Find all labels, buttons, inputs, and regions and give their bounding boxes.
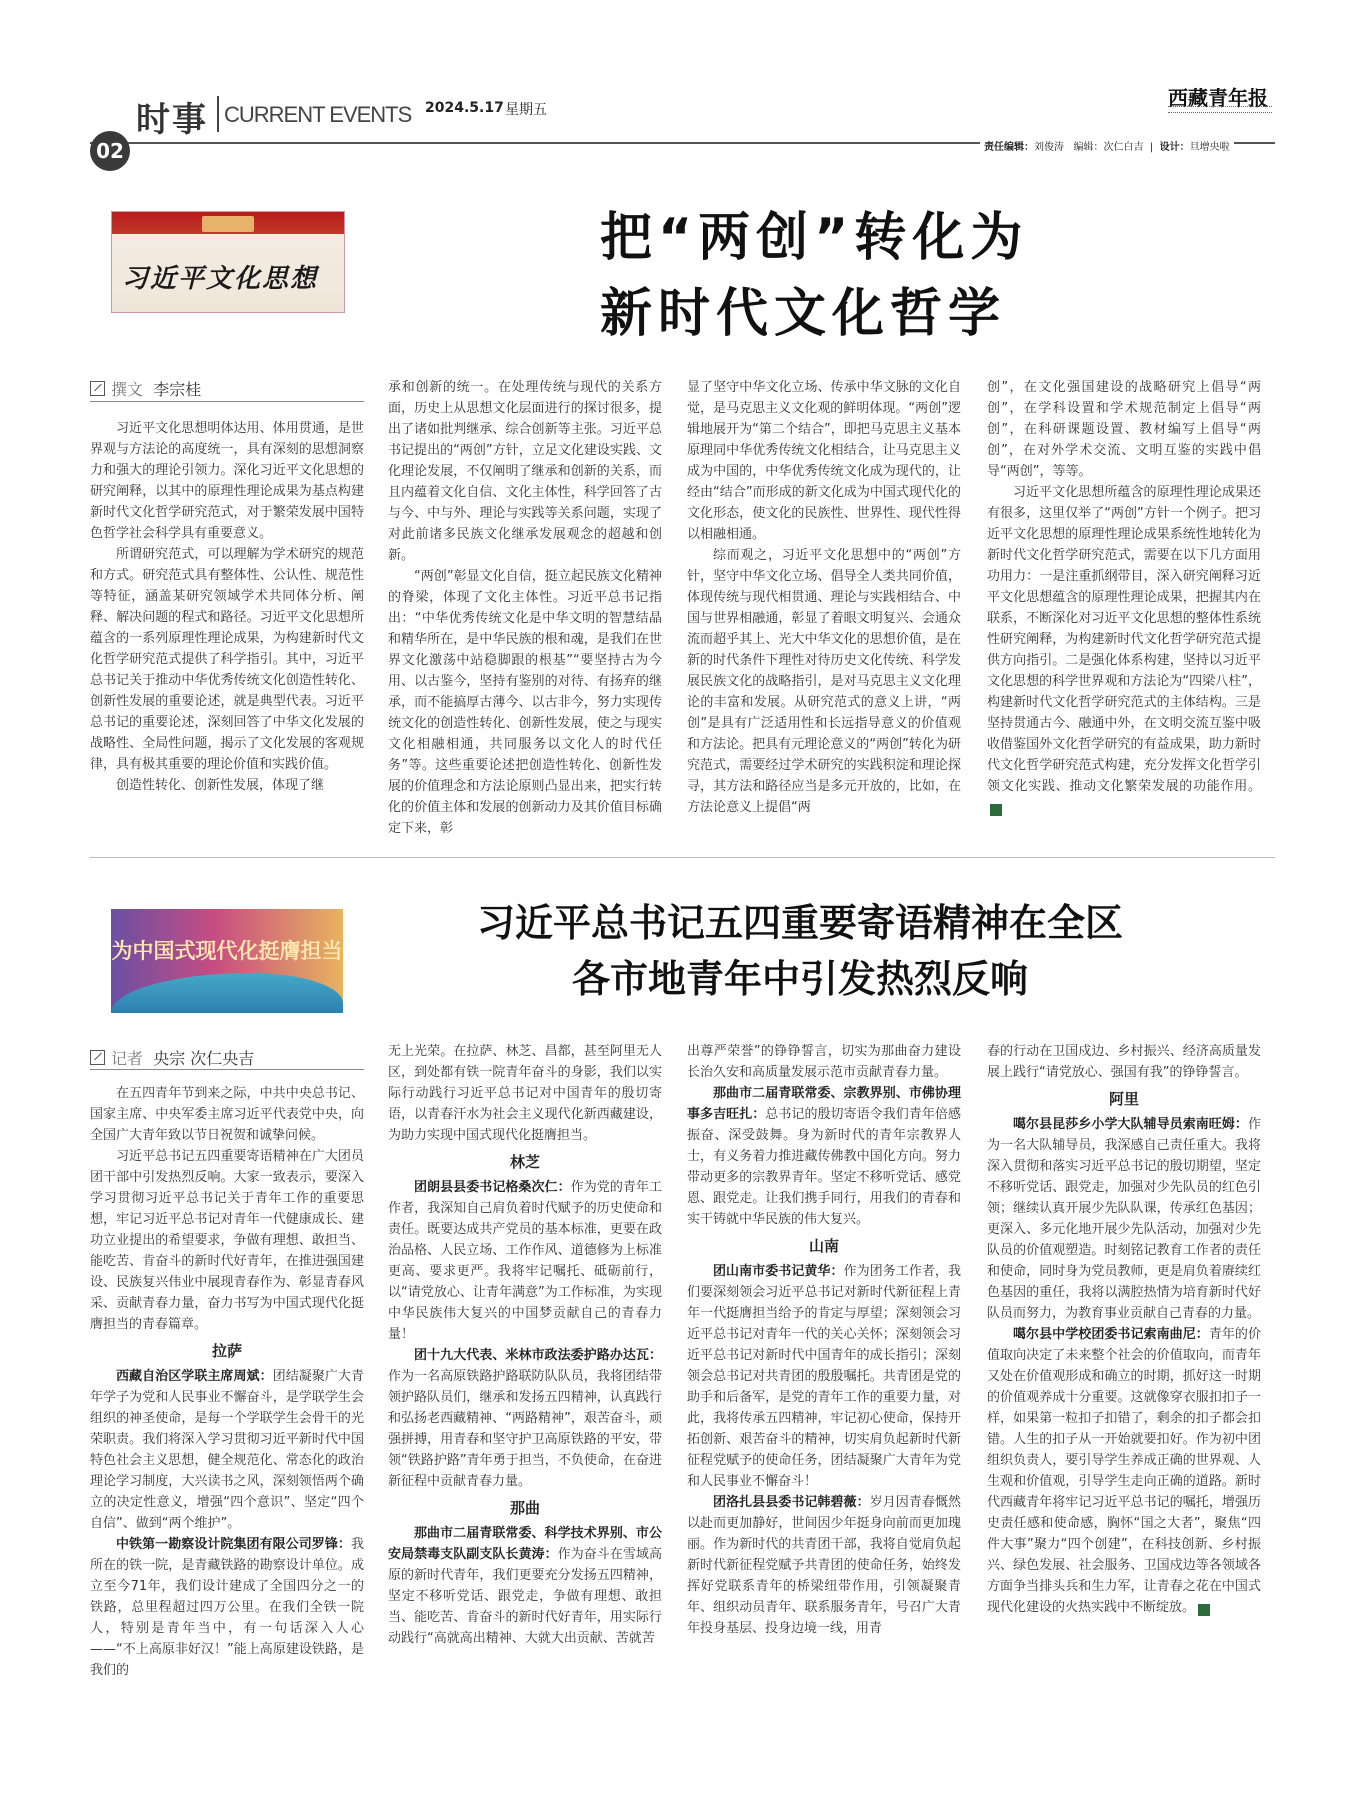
- paragraph: [90, 1534, 364, 1681]
- article1-headline: [600, 200, 1028, 352]
- byline-rule: [90, 401, 364, 402]
- speaker: 噶尔县昆莎乡小学大队辅导员索南旺姆：: [1013, 1117, 1248, 1132]
- quote: 团结凝聚广大青年学子为党和人民事业不懈奋斗，是学联学生会组织的神圣使命，是每一个学联学生会骨干的光荣职责。我们将深入学习贯彻习近平新时代中国特色社会主义思想，健全规范化、常态化的政治理论学习制度，大兴读书之风，深刻领悟两个确立的决定性意义，增强“四个意识”、坚定“四个自信”、做到“两个维护”。: [90, 1369, 364, 1531]
- section-title-cn: 时事: [136, 100, 208, 140]
- quote: 青年的价值取向决定了未来整个社会的价值取向，而青年又处在价值观形成和确立的时期，抓好这一时期的价值观养成十分重要。这就像穿衣服扣扣子一样，如果第一粒扣子扣错了，剩余的扣子都会扣错。人生的扣子从一开始就要扣好。作为初中团组织负责人，要引导学生养成正确的世界观、人生观和价值观，引导学生走向正确的道路。新时代西藏青年将牢记习近平总书记的嘱托，增强历史责任感和使命感，胸怀“国之大者”，聚焦“四件大事”聚力“四个创建”，在科技创新、乡村振兴、绿色发展、社会服务、卫国戍边等各领域各方面争当排头兵和生力军，让青春之花在中国式现代化建设的火热实践中不断绽放。: [987, 1327, 1261, 1615]
- article2-column-2: [388, 1041, 662, 1649]
- end-mark-icon: ✦: [1198, 1604, 1210, 1616]
- paragraph: [687, 1261, 961, 1492]
- paragraph: [987, 1114, 1261, 1324]
- byline-label: 记者: [111, 1049, 144, 1068]
- speaker: 那曲市二届青联常委、科学技术界别、市公安局禁毒支队副支队长黄涛：: [388, 1526, 662, 1562]
- editor2-label: 编辑：: [1073, 142, 1104, 153]
- paragraph: 习近平总书记五四重要寄语精神在广大团员团干部中引发热烈反响。大家一致表示，要深入学习贯彻习近平总书记关于青年工作的重要思想，牢记习近平总书记对青年一代健康成长、建功立业提出的希望要求，争做有理想、敢担当、能吃苦、肯奋斗的新时代好青年，在推进强国建设、民族复兴伟业中展现青春作为、彰显青春风采、贡献青春力量，奋力书写为中国式现代化挺膺担当的青春篇章。: [90, 1149, 364, 1332]
- paragraph: [687, 1083, 961, 1230]
- byline-rule: [90, 1069, 364, 1070]
- designer-label: 设计：: [1159, 142, 1190, 153]
- section-divider: [217, 96, 219, 132]
- banner-text: 为中国式现代化挺膺担当: [111, 939, 343, 963]
- speaker: 团朗县县委书记格桑次仁：: [414, 1180, 571, 1195]
- region-heading-lhasa: 拉萨: [211, 1342, 242, 1360]
- region-heading-nagqu: 那曲: [509, 1499, 540, 1517]
- headline-line-1: 习近平总书记五四重要寄语精神在全区: [476, 900, 1123, 945]
- issue-date: 2024.5.17: [425, 100, 504, 116]
- paragraph: 在五四青年节到来之际，中共中央总书记、国家主席、中央军委主席习近平代表党中央，向全国广大青年致以节日祝贺和诚挚问候。: [90, 1086, 364, 1143]
- issue-weekday: 星期五: [505, 102, 547, 118]
- pen-icon: [90, 1050, 105, 1065]
- byline-author: 李宗桂: [153, 380, 202, 399]
- speaker: 西藏自治区学联主席周斌：: [116, 1369, 273, 1384]
- article1-column-4: [987, 377, 1261, 818]
- paragraph: 出尊严荣誉”的铮铮誓言，切实为那曲奋力建设长治久安和高质量发展示范市贡献青春力量。: [687, 1044, 961, 1080]
- quote: 我所在的铁一院，是青藏铁路的勘察设计单位。成立至今71年，我们设计建成了全国四分之一的铁路，总里程超过四万公里。在我们全铁一院人，特别是青年当中，有一句话深入人心——“不上高原非好汉！”能上高原建设铁路，是我们的: [90, 1537, 364, 1678]
- quote: 作为一名大队辅导员，我深感自己责任重大。我将深入贯彻和落实习近平总书记的殷切期望，坚定不移听党话、跟党走，加强对少先队员的红色引领；继续认真开展少先队队课，传承红色基因；更深入、多元化地开展少先队活动，加强对少先队员的价值观塑造。时刻铭记教育工作者的责任和使命，同时身为党员教师，更是肩负着赓续红色基因的重任，我将以满腔热情为培育新时代好队员而努力，为教育事业贡献自己青春的力量。: [987, 1117, 1261, 1321]
- speaker: 团山南市委书记黄华：: [713, 1264, 844, 1279]
- paragraph-text: 习近平文化思想所蕴含的原理性理论成果还有很多，这里仅举了“两创”方针一个例子。把习近平文化思想的原理性理论成果系统性地转化为新时代文化哲学研究范式，需要在以下几方面用功用力：一是注重抓纲带目，深入研究阐释习近平文化思想蕴含的原理性理论成果，把握其内在联系，不断深化对习近平文化思想的整体性系统性研究阐释，为构建新时代文化哲学研究范式提供方向指引。二是强化体系构建，坚持以习近平文化思想的科学世界观和方法论为“四梁八柱”，构建新时代文化哲学研究范式的主体结构。三是坚持贯通古今、融通中外，在文明交流互鉴中吸收借鉴国外文化哲学研究的有益成果，助力新时代文化哲学研究范式构建，充分发挥文化哲学引领文化实践、推动文化繁荣发展的功能作用。: [987, 485, 1261, 794]
- newspaper-logo: 西藏青年报: [1168, 86, 1268, 110]
- paragraph: “两创”彰显文化自信，挺立起民族文化精神的脊梁，体现了文化主体性。习近平总书记指出：“中华优秀传统文化是中华文明的智慧结晶和精华所在，是中华民族的根和魂，是我们在世界文化激荡中站稳脚跟的根基”“要坚持古为今用、以古鉴今，坚持有鉴别的对待、有扬弃的继承，而不能搞厚古薄今、以古非今，努力实现传统文化的创造性转化、创新性发展，使之与现实文化相融相通，共同服务以文化人的时代任务”等。这些重要论述把创造性转化、创新性发展的价值理念和方法论原则凸显出来，把实行转化的价值主体和发展的创新动力及其价值目标确定下来，彰: [388, 569, 662, 836]
- paragraph: [987, 1324, 1261, 1618]
- column-banner-modernization: [111, 909, 343, 1013]
- paragraph: [687, 1492, 961, 1639]
- article1-column-2: [388, 377, 662, 839]
- article2-column-4: [987, 1041, 1261, 1618]
- speaker: 噶尔县中学校团委书记索南曲尼：: [1013, 1327, 1209, 1342]
- article2-headline: [400, 895, 1200, 1007]
- quote: 岁月因青春慨然以赴而更加静好，世间因少年挺身向前而更加瑰丽。作为新时代的共青团干部，我将自觉肩负起新时代新征程党赋予共青团的使命任务，始终发挥好党联系青年的桥梁纽带作用，引领凝聚青年、组织动员青年、联系服务青年，号召广大青年投身基层、投身边境一线，用青: [687, 1495, 961, 1636]
- headline-line-2: 新时代文化哲学: [600, 284, 1007, 344]
- article1-byline: [90, 377, 201, 400]
- paragraph: [90, 1366, 364, 1534]
- editorial-credits: 责任编辑：刘俊涛 编辑：次仁白吉 | 设计：旦增央啦: [980, 138, 1234, 153]
- article1-column-3: [687, 377, 961, 818]
- paragraph: [987, 482, 1261, 818]
- paragraph: 创造性转化、创新性发展，体现了继: [116, 778, 325, 793]
- region-heading-nyingchi: 林芝: [509, 1153, 540, 1171]
- speaker: 团洛扎县县委书记韩碧薇：: [713, 1495, 870, 1510]
- quote: 总书记的殷切寄语令我们青年倍感振奋、深受鼓舞。身为新时代的青年宗教界人士，有义务着力推进藏传佛教中国化方向。努力带动更多的宗教界青年。坚定不移听党话、感党恩、跟党走。让我们携手同行，用我们的青春和实干铸就中华民族的伟大复兴。: [687, 1107, 961, 1227]
- section-title-en: CURRENT EVENTS: [224, 102, 412, 127]
- speaker: 那曲市二届青联常委、宗教界别、市佛协理事多吉旺扎：: [687, 1086, 961, 1122]
- editor-name: 刘俊涛: [1034, 142, 1064, 153]
- headline-line-1: 把“两创”转化为: [600, 208, 1029, 268]
- paragraph: 承和创新的统一。在处理传统与现代的关系方面，历史上从思想文化层面进行的探讨很多，提出了诸如批判继承、综合创新等主张。习近平总书记提出的“两创”方针，立足文化建设实践、文化理论发展，不仅阐明了继承和创新的关系，而且内蕴着文化自信、文化主体性，科学回答了古与今、中与外、理论与实践等关系问题，实现了对此前诸多民族文化继承发展观念的超越和创新。: [388, 380, 662, 563]
- page-number-badge: 02: [90, 131, 130, 171]
- editor2-name: 次仁白吉: [1103, 142, 1144, 153]
- paragraph: 所谓研究范式，可以理解为学术研究的规范和方式。研究范式具有整体性、公认性、规范性等特征，涵盖某研究领域学术共同体分析、阐释、解决问题的程式和路径。习近平文化思想所蕴含的一系列原理性理论成果，为构建新时代文化哲学研究范式提供了科学指引。其中，习近平总书记关于推动中华优秀传统文化创造性转化、创新性发展的重要论述，就是典型代表。习近平总书记的重要论述，深刻回答了中华文化发展的战略性、全局性问题，揭示了文化发展的客观规律，具有极其重要的理论价值和实践价值。: [90, 547, 364, 772]
- paragraph: 习近平文化思想明体达用、体用贯通，是世界观与方法论的高度统一，具有深刻的思想洞察力和强大的理论引领力。深化习近平文化思想的研究阐释，以其中的原理性理论成果为基点构建新时代文化哲学研究范式，对于繁荣发展中国特色哲学社会科学具有重要意义。: [90, 421, 364, 541]
- region-heading-ngari: 阿里: [1108, 1090, 1139, 1108]
- quote: 作为一名高原铁路护路联防队队员，我将团结带领护路队员们，继承和发扬五四精神，认真践行和弘扬老西藏精神、“两路精神”，艰苦奋斗，顽强拼搏，用青春和坚守护卫高原铁路的平安，带领“铁路护路”青年勇于担当，不负使命，在奋进新征程中贡献青春力量。: [388, 1369, 662, 1489]
- quote: 作为党的青年工作者，我深知自己肩负着时代赋予的历史使命和责任。既要达成共产党员的基本标准，更要在政治品格、人民立场、工作作风、道德修为上标准更高、要求更严。我将牢记嘱托、砥砺前行，以“请党放心、让青年满意”为工作标准，为实现中华民族伟大复兴的中国梦贡献自己的青春力量！: [388, 1180, 662, 1342]
- paragraph: 创”，在文化强国建设的战略研究上倡导“两创”，在学科设置和学术规范制定上倡导“两创”，在科研课题设置、教材编写上倡导“两创”，在对外学术交流、文明互鉴的实践中倡导“两创”，等等。: [987, 380, 1261, 479]
- column-banner-culture-thought: [111, 211, 345, 313]
- pen-icon: [90, 381, 105, 396]
- editor-label: 责任编辑：: [984, 142, 1034, 153]
- designer-name: 旦增央啦: [1189, 142, 1230, 153]
- paragraph: [388, 1177, 662, 1345]
- article-divider: [90, 857, 1275, 858]
- paragraph: 综而观之，习近平文化思想中的“两创”方针，坚守中华文化立场、倡导全人类共同价值，体现传统与现代相贯通、理论与实践相结合、中国与世界相融通，彰显了着眼文明复兴、会通众流而超乎其上、光大中华文化的思想价值，是在新的时代条件下理性对待历史文化传统、科学发展民族文化的战略指引，是对马克思主义文化理论的丰富和发展。从研究范式的意义上讲，“两创”是具有广泛适用性和长远指导意义的价值观和方法论。把具有元理论意义的“两创”转化为研究范式，需要经过学术研究的实践积淀和理论探寻，其方法和路径应当是多元开放的，比如，在方法论意义上提倡“两: [687, 548, 961, 815]
- speaker: 团十九大代表、米林市政法委护路办达瓦：: [414, 1348, 662, 1363]
- logo-tibetan-script: [1168, 106, 1272, 113]
- headline-line-2: 各市地青年中引发热烈反响: [571, 956, 1028, 1001]
- article2-column-3: [687, 1041, 961, 1639]
- paragraph: [388, 1345, 662, 1492]
- byline-label: 撰文: [111, 380, 144, 399]
- quote: 作为团务工作者，我们要深刻领会习近平总书记对新时代新征程上青年一代挺膺担当给予的肯定与厚望；深刻领会习近平总书记对青年一代的关心关怀；深刻领会习近平总书记对新时代中国青年的成长指引；深刻领会总书记对共青团的殷殷嘱托。共青团是党的助手和后备军，是党的青年工作的重要力量，对此，我将传承五四精神，牢记初心使命，保持开拓创新、艰苦奋斗的精神，切实肩负起新时代新征程党赋予的使命任务，团结凝聚广大青年为党和人民事业不懈奋斗！: [687, 1264, 961, 1489]
- paragraph: 春的行动在卫国戍边、乡村振兴、经济高质量发展上践行“请党放心、强国有我”的铮铮誓言。: [987, 1044, 1261, 1080]
- tiananmen-icon: [202, 216, 254, 232]
- article2-column-1: [90, 1083, 364, 1681]
- paragraph: [388, 1523, 662, 1649]
- region-heading-shannan: 山南: [808, 1237, 839, 1255]
- paragraph: 显了坚守中华文化立场、传承中华文脉的文化自觉，是马克思主义文化观的鲜明体现。“两创”逻辑地展开为“第二个结合”，即把马克思主义基本原理同中华优秀传统文化相结合，让马克思主义成为中国的，中华优秀传统文化成为现代的，让经由“结合”而形成的新文化成为中国式现代化的文化形态，使文化的民族性、世界性、现代性得以相融相通。: [687, 380, 961, 542]
- article2-byline: [90, 1046, 254, 1069]
- article1-column-1: [90, 418, 364, 796]
- byline-author: 央宗 次仁央吉: [153, 1049, 255, 1068]
- quote: 作为奋斗在雪域高原的新时代青年，我们更要充分发扬五四精神，坚定不移听党话、跟党走，争做有理想、敢担当、能吃苦、肯奋斗的新时代好青年，用实际行动践行“高就高出精神、大就大出贡献、苦就苦: [388, 1547, 662, 1646]
- end-mark-icon: ✦: [990, 804, 1002, 816]
- speaker: 中铁第一勘察设计院集团有限公司罗锋：: [116, 1537, 351, 1552]
- banner-wave-graphic: [111, 973, 343, 1013]
- paragraph: 无上光荣。在拉萨、林芝、昌都，甚至阿里无人区，到处都有铁一院青年奋斗的身影，我们以实际行动践行习近平总书记对中国青年的殷切寄语，以青春汗水为社会主义现代化新西藏建设，为助力实现中国式现代化挺膺担当。: [388, 1044, 662, 1143]
- banner-text: 习近平文化思想: [122, 264, 319, 294]
